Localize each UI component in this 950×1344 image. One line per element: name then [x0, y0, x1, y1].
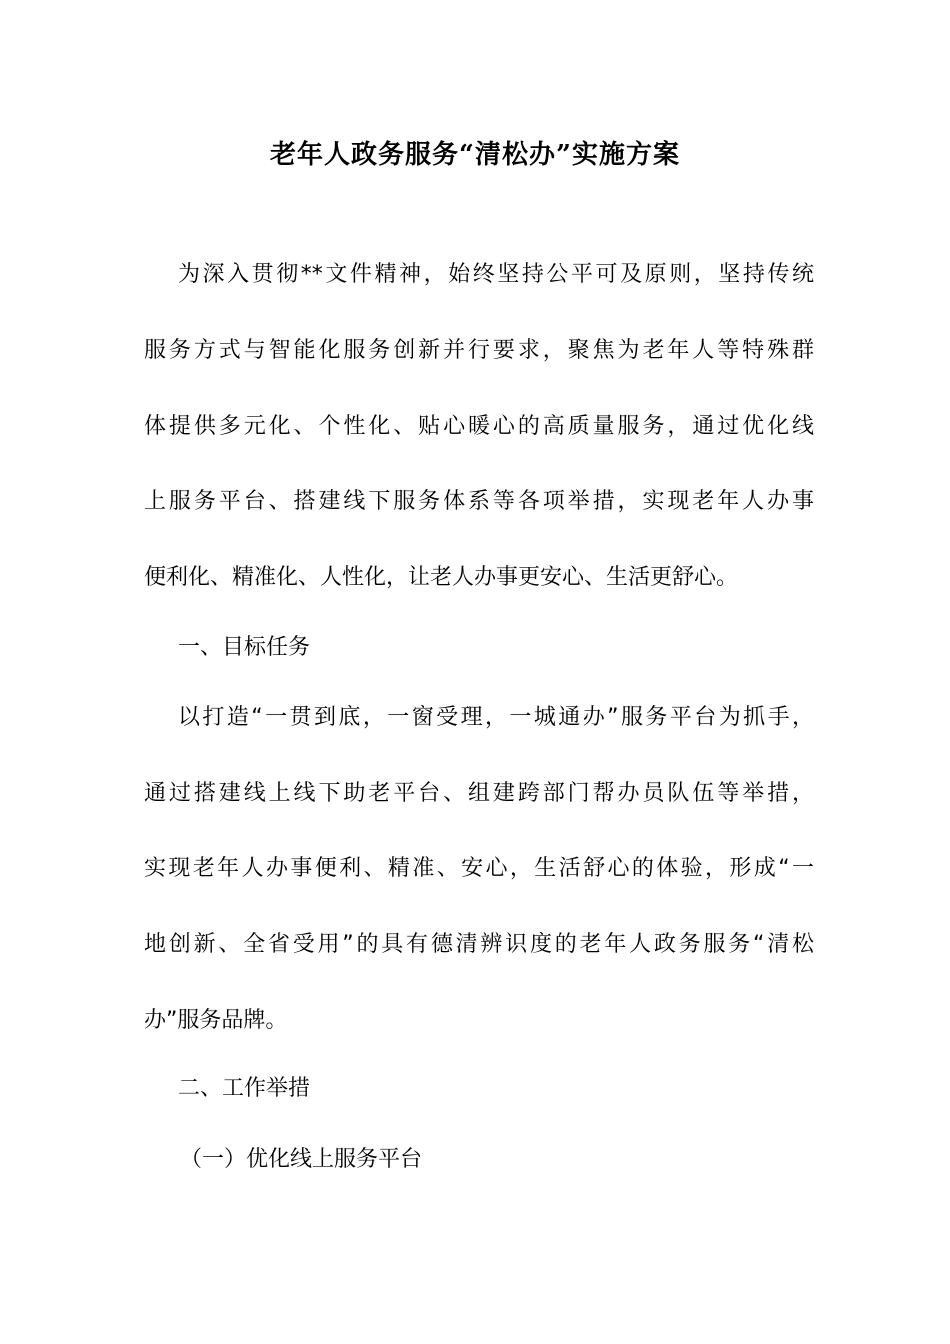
intro-paragraph-line: 为深入贯彻**文件精神，始终坚持公平可及原则，坚持传统: [178, 262, 814, 287]
intro-paragraph-line: 上服务平台、搭建线下服务体系等各项举措，实现老年人办事: [144, 489, 814, 514]
subsection-heading-online-platform: （一）优化线上服务平台: [180, 1147, 423, 1172]
intro-paragraph-line: 体提供多元化、个性化、贴心暖心的高质量服务，通过优化线: [144, 414, 814, 439]
intro-paragraph-line: 服务方式与智能化服务创新并行要求，聚焦为老年人等特殊群: [144, 338, 814, 363]
goals-paragraph-line: 地创新、全省受用”的具有德清辨识度的老年人政务服务“清松: [144, 932, 814, 957]
section-heading-measures: 二、工作举措: [178, 1076, 311, 1101]
goals-paragraph-line: 以打造“一贯到底，一窗受理，一城通办”服务平台为抓手，: [178, 705, 814, 730]
goals-paragraph-line: 通过搭建线上线下助老平台、组建跨部门帮办员队伍等举措，: [144, 781, 814, 806]
document-title: 老年人政务服务“清松办”实施方案: [270, 140, 680, 170]
section-heading-goals: 一、目标任务: [178, 635, 311, 660]
goals-paragraph-line: 实现老年人办事便利、精准、安心，生活舒心的体验，形成“一: [144, 856, 814, 881]
intro-paragraph-line: 便利化、精准化、人性化，让老人办事更安心、生活更舒心。: [144, 565, 739, 590]
goals-paragraph-line: 办”服务品牌。: [144, 1008, 288, 1033]
